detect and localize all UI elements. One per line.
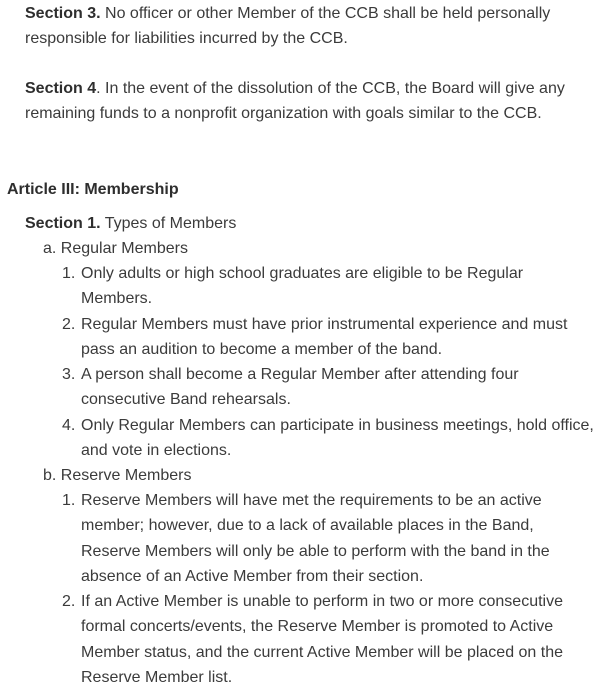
article-3-section-1-title: Types of Members [104, 215, 237, 232]
article-3-heading: Article III: Membership [7, 181, 179, 198]
section-3 [25, 1, 596, 52]
section-4 [25, 76, 596, 127]
section-3-text: No officer or other Member of the CCB shall be held personally responsible for liabilities incurred by the CCB. [25, 5, 551, 48]
reserve-members-list [62, 488, 596, 690]
section-4-heading: Section 4 [25, 80, 97, 97]
article-3-section-1-heading: Section 1. [25, 215, 101, 232]
list-item: 3. A person shall become a Regular Member after attending four consecutive Band rehearsals. [62, 366, 519, 409]
sublist-b-title: Reserve Members [60, 467, 192, 484]
sublist-a [43, 236, 188, 261]
article-3-section-1 [25, 211, 236, 236]
list-item: 1. Only adults or high school graduates are eligible to be Regular Members. [62, 265, 524, 308]
list-item: 2. Regular Members must have prior instrumental experience and must pass an audition to become a member of the band. [62, 315, 568, 358]
sublist-a-title: Regular Members [60, 240, 188, 257]
section-3-heading: Section 3. [25, 5, 101, 22]
sublist-a-marker: a. [43, 240, 57, 257]
list-item: 1. Reserve Members will have met the requirements to be an active member; however, due to a lack of available places in the Band, Reserve Members will only be able to perform with the band in the absence of an Active Member from their section. [62, 492, 550, 585]
section-4-text: . In the event of the dissolution of the CCB, the Board will give any remaining funds to a nonprofit organization with goals similar to the CCB. [25, 80, 565, 123]
sublist-b-marker: b. [43, 467, 57, 484]
list-item: 4. Only Regular Members can participate in business meetings, hold office, and vote in elections. [62, 416, 594, 460]
sublist-b [43, 463, 192, 488]
regular-members-list [62, 261, 596, 463]
list-item: 2. If an Active Member is unable to perform in two or more consecutive formal concerts/events, the Reserve Member is promoted to Active Member status, and the current Active Member will be placed on the Reserve Member list. [62, 593, 564, 687]
